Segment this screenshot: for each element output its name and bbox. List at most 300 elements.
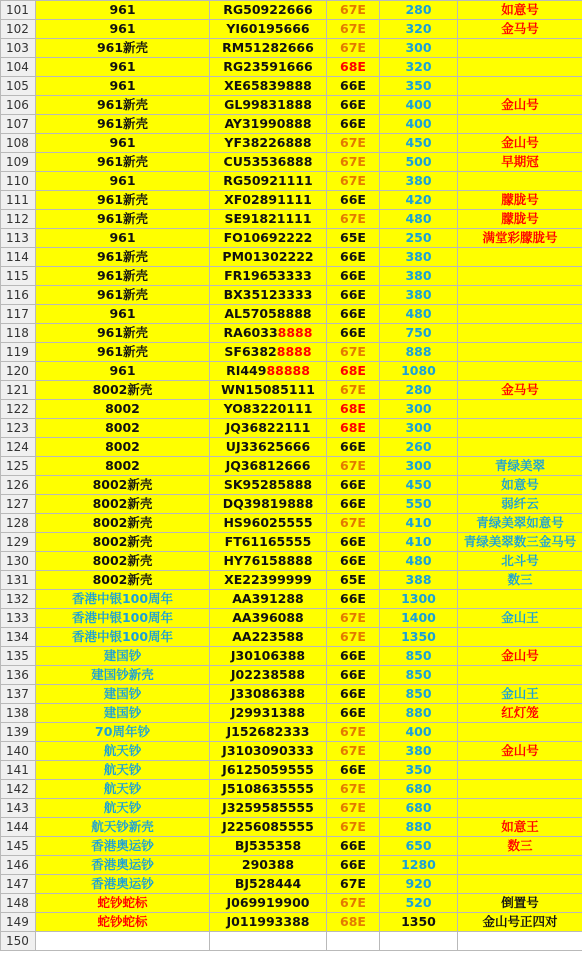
cell-price[interactable] [380, 628, 458, 647]
cell-remark[interactable] [458, 58, 582, 77]
cell-remark[interactable] [458, 77, 582, 96]
cell-note-type[interactable] [36, 799, 210, 818]
cell-price[interactable] [380, 780, 458, 799]
cell-remark[interactable] [458, 818, 582, 837]
cell-grade[interactable] [327, 780, 380, 799]
cell-remark[interactable] [458, 837, 582, 856]
cell-grade[interactable] [327, 286, 380, 305]
cell-grade[interactable] [327, 894, 380, 913]
cell-grade[interactable] [327, 761, 380, 780]
cell-remark[interactable] [458, 913, 582, 932]
cell-remark[interactable] [458, 685, 582, 704]
cell-serial-number[interactable] [210, 647, 327, 666]
cell-grade[interactable] [327, 305, 380, 324]
cell-remark[interactable] [458, 609, 582, 628]
cell-grade[interactable] [327, 723, 380, 742]
row-number-header[interactable]: 149 [1, 913, 36, 932]
cell-serial-number[interactable] [210, 1, 327, 20]
cell-serial-number[interactable] [210, 134, 327, 153]
cell-note-type[interactable] [36, 837, 210, 856]
row-number-header[interactable]: 118 [1, 324, 36, 343]
cell-remark[interactable] [458, 552, 582, 571]
cell-serial-number[interactable] [210, 514, 327, 533]
row-number-header[interactable]: 150 [1, 932, 36, 951]
cell-grade[interactable] [327, 267, 380, 286]
cell-note-type[interactable] [36, 704, 210, 723]
cell-note-type[interactable] [36, 229, 210, 248]
cell-price[interactable] [380, 837, 458, 856]
row-number-header[interactable]: 140 [1, 742, 36, 761]
cell-remark[interactable] [458, 932, 582, 951]
cell-price[interactable] [380, 343, 458, 362]
row-number-header[interactable]: 126 [1, 476, 36, 495]
cell-price[interactable] [380, 685, 458, 704]
cell-note-type[interactable] [36, 628, 210, 647]
cell-serial-number[interactable] [210, 419, 327, 438]
cell-price[interactable] [380, 571, 458, 590]
cell-grade[interactable] [327, 571, 380, 590]
row-number-header[interactable]: 135 [1, 647, 36, 666]
cell-serial-number[interactable] [210, 571, 327, 590]
row-number-header[interactable]: 137 [1, 685, 36, 704]
cell-grade[interactable] [327, 457, 380, 476]
cell-note-type[interactable] [36, 248, 210, 267]
cell-serial-number[interactable] [210, 362, 327, 381]
cell-price[interactable] [380, 818, 458, 837]
cell-note-type[interactable] [36, 932, 210, 951]
cell-remark[interactable] [458, 362, 582, 381]
cell-price[interactable] [380, 20, 458, 39]
row-number-header[interactable]: 114 [1, 248, 36, 267]
cell-remark[interactable] [458, 343, 582, 362]
cell-price[interactable] [380, 324, 458, 343]
row-number-header[interactable]: 101 [1, 1, 36, 20]
cell-price[interactable] [380, 381, 458, 400]
row-number-header[interactable]: 108 [1, 134, 36, 153]
cell-grade[interactable] [327, 191, 380, 210]
cell-note-type[interactable] [36, 210, 210, 229]
cell-price[interactable] [380, 1, 458, 20]
row-number-header[interactable]: 115 [1, 267, 36, 286]
cell-price[interactable] [380, 210, 458, 229]
cell-price[interactable] [380, 134, 458, 153]
cell-price[interactable] [380, 267, 458, 286]
cell-grade[interactable] [327, 856, 380, 875]
cell-serial-number[interactable] [210, 438, 327, 457]
cell-note-type[interactable] [36, 324, 210, 343]
cell-grade[interactable] [327, 77, 380, 96]
cell-note-type[interactable] [36, 381, 210, 400]
row-number-header[interactable]: 148 [1, 894, 36, 913]
cell-note-type[interactable] [36, 286, 210, 305]
cell-remark[interactable] [458, 134, 582, 153]
row-number-header[interactable]: 144 [1, 818, 36, 837]
cell-remark[interactable] [458, 799, 582, 818]
cell-grade[interactable] [327, 20, 380, 39]
row-number-header[interactable]: 103 [1, 39, 36, 58]
cell-note-type[interactable] [36, 685, 210, 704]
cell-remark[interactable] [458, 666, 582, 685]
cell-price[interactable] [380, 77, 458, 96]
cell-price[interactable] [380, 438, 458, 457]
cell-serial-number[interactable] [210, 476, 327, 495]
cell-note-type[interactable] [36, 723, 210, 742]
cell-grade[interactable] [327, 913, 380, 932]
row-number-header[interactable]: 110 [1, 172, 36, 191]
cell-remark[interactable] [458, 457, 582, 476]
cell-price[interactable] [380, 153, 458, 172]
cell-note-type[interactable] [36, 533, 210, 552]
cell-remark[interactable] [458, 248, 582, 267]
cell-serial-number[interactable] [210, 837, 327, 856]
row-number-header[interactable]: 131 [1, 571, 36, 590]
cell-price[interactable] [380, 457, 458, 476]
cell-grade[interactable] [327, 799, 380, 818]
cell-price[interactable] [380, 115, 458, 134]
cell-remark[interactable] [458, 96, 582, 115]
row-number-header[interactable]: 134 [1, 628, 36, 647]
cell-note-type[interactable] [36, 77, 210, 96]
cell-price[interactable] [380, 96, 458, 115]
cell-grade[interactable] [327, 552, 380, 571]
cell-note-type[interactable] [36, 552, 210, 571]
cell-serial-number[interactable] [210, 666, 327, 685]
cell-note-type[interactable] [36, 761, 210, 780]
cell-remark[interactable] [458, 514, 582, 533]
cell-price[interactable] [380, 932, 458, 951]
cell-price[interactable] [380, 666, 458, 685]
cell-price[interactable] [380, 856, 458, 875]
cell-serial-number[interactable] [210, 685, 327, 704]
cell-serial-number[interactable] [210, 495, 327, 514]
cell-serial-number[interactable] [210, 381, 327, 400]
cell-serial-number[interactable] [210, 609, 327, 628]
cell-remark[interactable] [458, 628, 582, 647]
cell-price[interactable] [380, 875, 458, 894]
cell-serial-number[interactable] [210, 590, 327, 609]
cell-remark[interactable] [458, 267, 582, 286]
cell-serial-number[interactable] [210, 913, 327, 932]
row-number-header[interactable]: 116 [1, 286, 36, 305]
cell-serial-number[interactable] [210, 286, 327, 305]
cell-note-type[interactable] [36, 191, 210, 210]
cell-price[interactable] [380, 761, 458, 780]
cell-note-type[interactable] [36, 457, 210, 476]
row-number-header[interactable]: 127 [1, 495, 36, 514]
cell-grade[interactable] [327, 932, 380, 951]
cell-remark[interactable] [458, 210, 582, 229]
cell-note-type[interactable] [36, 343, 210, 362]
cell-remark[interactable] [458, 229, 582, 248]
cell-grade[interactable] [327, 248, 380, 267]
cell-grade[interactable] [327, 115, 380, 134]
row-number-header[interactable]: 119 [1, 343, 36, 362]
cell-serial-number[interactable] [210, 894, 327, 913]
cell-grade[interactable] [327, 628, 380, 647]
cell-price[interactable] [380, 894, 458, 913]
cell-price[interactable] [380, 419, 458, 438]
cell-price[interactable] [380, 191, 458, 210]
cell-remark[interactable] [458, 438, 582, 457]
cell-serial-number[interactable] [210, 533, 327, 552]
cell-note-type[interactable] [36, 172, 210, 191]
row-number-header[interactable]: 141 [1, 761, 36, 780]
cell-note-type[interactable] [36, 856, 210, 875]
cell-remark[interactable] [458, 761, 582, 780]
cell-serial-number[interactable] [210, 172, 327, 191]
cell-note-type[interactable] [36, 571, 210, 590]
cell-note-type[interactable] [36, 438, 210, 457]
cell-price[interactable] [380, 609, 458, 628]
cell-price[interactable] [380, 476, 458, 495]
row-number-header[interactable]: 121 [1, 381, 36, 400]
cell-price[interactable] [380, 172, 458, 191]
cell-remark[interactable] [458, 115, 582, 134]
cell-remark[interactable] [458, 381, 582, 400]
cell-note-type[interactable] [36, 39, 210, 58]
cell-grade[interactable] [327, 495, 380, 514]
cell-serial-number[interactable] [210, 780, 327, 799]
row-number-header[interactable]: 129 [1, 533, 36, 552]
cell-remark[interactable] [458, 875, 582, 894]
cell-note-type[interactable] [36, 666, 210, 685]
cell-grade[interactable] [327, 666, 380, 685]
cell-price[interactable] [380, 248, 458, 267]
cell-grade[interactable] [327, 362, 380, 381]
cell-note-type[interactable] [36, 495, 210, 514]
row-number-header[interactable]: 112 [1, 210, 36, 229]
cell-remark[interactable] [458, 495, 582, 514]
cell-serial-number[interactable] [210, 153, 327, 172]
cell-grade[interactable] [327, 229, 380, 248]
cell-note-type[interactable] [36, 134, 210, 153]
row-number-header[interactable]: 138 [1, 704, 36, 723]
cell-note-type[interactable] [36, 362, 210, 381]
cell-grade[interactable] [327, 438, 380, 457]
cell-serial-number[interactable] [210, 96, 327, 115]
cell-remark[interactable] [458, 324, 582, 343]
cell-note-type[interactable] [36, 1, 210, 20]
cell-serial-number[interactable] [210, 267, 327, 286]
row-number-header[interactable]: 128 [1, 514, 36, 533]
cell-grade[interactable] [327, 742, 380, 761]
cell-note-type[interactable] [36, 476, 210, 495]
cell-price[interactable] [380, 514, 458, 533]
row-number-header[interactable]: 120 [1, 362, 36, 381]
cell-note-type[interactable] [36, 590, 210, 609]
row-number-header[interactable]: 147 [1, 875, 36, 894]
cell-grade[interactable] [327, 647, 380, 666]
cell-serial-number[interactable] [210, 742, 327, 761]
cell-remark[interactable] [458, 704, 582, 723]
cell-grade[interactable] [327, 58, 380, 77]
cell-remark[interactable] [458, 533, 582, 552]
cell-serial-number[interactable] [210, 856, 327, 875]
row-number-header[interactable]: 123 [1, 419, 36, 438]
cell-note-type[interactable] [36, 742, 210, 761]
row-number-header[interactable]: 113 [1, 229, 36, 248]
row-number-header[interactable]: 106 [1, 96, 36, 115]
cell-remark[interactable] [458, 590, 582, 609]
cell-price[interactable] [380, 400, 458, 419]
row-number-header[interactable]: 136 [1, 666, 36, 685]
cell-serial-number[interactable] [210, 324, 327, 343]
row-number-header[interactable]: 125 [1, 457, 36, 476]
cell-note-type[interactable] [36, 514, 210, 533]
cell-price[interactable] [380, 590, 458, 609]
cell-grade[interactable] [327, 609, 380, 628]
cell-serial-number[interactable] [210, 248, 327, 267]
row-number-header[interactable]: 130 [1, 552, 36, 571]
row-number-header[interactable]: 111 [1, 191, 36, 210]
cell-note-type[interactable] [36, 20, 210, 39]
cell-serial-number[interactable] [210, 115, 327, 134]
row-number-header[interactable]: 146 [1, 856, 36, 875]
cell-serial-number[interactable] [210, 875, 327, 894]
cell-grade[interactable] [327, 343, 380, 362]
cell-serial-number[interactable] [210, 58, 327, 77]
row-number-header[interactable]: 124 [1, 438, 36, 457]
cell-serial-number[interactable] [210, 400, 327, 419]
cell-grade[interactable] [327, 381, 380, 400]
cell-serial-number[interactable] [210, 39, 327, 58]
cell-note-type[interactable] [36, 780, 210, 799]
cell-grade[interactable] [327, 590, 380, 609]
row-number-header[interactable]: 102 [1, 20, 36, 39]
cell-remark[interactable] [458, 286, 582, 305]
cell-price[interactable] [380, 647, 458, 666]
row-number-header[interactable]: 109 [1, 153, 36, 172]
row-number-header[interactable]: 107 [1, 115, 36, 134]
cell-grade[interactable] [327, 704, 380, 723]
cell-remark[interactable] [458, 894, 582, 913]
cell-price[interactable] [380, 723, 458, 742]
cell-grade[interactable] [327, 172, 380, 191]
cell-price[interactable] [380, 495, 458, 514]
cell-note-type[interactable] [36, 96, 210, 115]
cell-remark[interactable] [458, 20, 582, 39]
cell-remark[interactable] [458, 476, 582, 495]
cell-grade[interactable] [327, 419, 380, 438]
cell-grade[interactable] [327, 1, 380, 20]
cell-note-type[interactable] [36, 894, 210, 913]
cell-price[interactable] [380, 362, 458, 381]
cell-serial-number[interactable] [210, 704, 327, 723]
cell-remark[interactable] [458, 419, 582, 438]
cell-grade[interactable] [327, 685, 380, 704]
cell-note-type[interactable] [36, 419, 210, 438]
cell-grade[interactable] [327, 514, 380, 533]
cell-note-type[interactable] [36, 875, 210, 894]
cell-serial-number[interactable] [210, 818, 327, 837]
row-number-header[interactable]: 143 [1, 799, 36, 818]
cell-remark[interactable] [458, 305, 582, 324]
cell-grade[interactable] [327, 837, 380, 856]
cell-note-type[interactable] [36, 818, 210, 837]
cell-remark[interactable] [458, 571, 582, 590]
row-number-header[interactable]: 133 [1, 609, 36, 628]
cell-serial-number[interactable] [210, 20, 327, 39]
cell-note-type[interactable] [36, 58, 210, 77]
cell-price[interactable] [380, 229, 458, 248]
cell-price[interactable] [380, 39, 458, 58]
cell-note-type[interactable] [36, 609, 210, 628]
row-number-header[interactable]: 139 [1, 723, 36, 742]
cell-remark[interactable] [458, 723, 582, 742]
cell-remark[interactable] [458, 153, 582, 172]
cell-price[interactable] [380, 704, 458, 723]
cell-serial-number[interactable] [210, 457, 327, 476]
cell-grade[interactable] [327, 39, 380, 58]
cell-note-type[interactable] [36, 913, 210, 932]
cell-remark[interactable] [458, 172, 582, 191]
cell-remark[interactable] [458, 742, 582, 761]
cell-price[interactable] [380, 286, 458, 305]
cell-note-type[interactable] [36, 400, 210, 419]
cell-grade[interactable] [327, 324, 380, 343]
cell-serial-number[interactable] [210, 799, 327, 818]
cell-serial-number[interactable] [210, 552, 327, 571]
cell-note-type[interactable] [36, 153, 210, 172]
cell-serial-number[interactable] [210, 761, 327, 780]
cell-price[interactable] [380, 742, 458, 761]
row-number-header[interactable]: 145 [1, 837, 36, 856]
cell-grade[interactable] [327, 400, 380, 419]
row-number-header[interactable]: 132 [1, 590, 36, 609]
cell-grade[interactable] [327, 134, 380, 153]
cell-serial-number[interactable] [210, 932, 327, 951]
cell-serial-number[interactable] [210, 723, 327, 742]
cell-serial-number[interactable] [210, 628, 327, 647]
cell-note-type[interactable] [36, 115, 210, 134]
cell-serial-number[interactable] [210, 210, 327, 229]
cell-grade[interactable] [327, 818, 380, 837]
cell-remark[interactable] [458, 780, 582, 799]
cell-remark[interactable] [458, 1, 582, 20]
cell-serial-number[interactable] [210, 77, 327, 96]
cell-remark[interactable] [458, 191, 582, 210]
cell-grade[interactable] [327, 96, 380, 115]
row-number-header[interactable]: 117 [1, 305, 36, 324]
cell-note-type[interactable] [36, 305, 210, 324]
cell-serial-number[interactable] [210, 191, 327, 210]
cell-grade[interactable] [327, 476, 380, 495]
cell-note-type[interactable] [36, 647, 210, 666]
cell-remark[interactable] [458, 400, 582, 419]
cell-serial-number[interactable] [210, 305, 327, 324]
cell-serial-number[interactable] [210, 343, 327, 362]
cell-grade[interactable] [327, 210, 380, 229]
cell-price[interactable] [380, 913, 458, 932]
cell-price[interactable] [380, 533, 458, 552]
cell-price[interactable] [380, 305, 458, 324]
cell-serial-number[interactable] [210, 229, 327, 248]
row-number-header[interactable]: 122 [1, 400, 36, 419]
cell-grade[interactable] [327, 533, 380, 552]
cell-grade[interactable] [327, 153, 380, 172]
cell-price[interactable] [380, 58, 458, 77]
cell-price[interactable] [380, 552, 458, 571]
cell-remark[interactable] [458, 39, 582, 58]
cell-price[interactable] [380, 799, 458, 818]
cell-grade[interactable] [327, 875, 380, 894]
cell-note-type[interactable] [36, 267, 210, 286]
row-number-header[interactable]: 142 [1, 780, 36, 799]
cell-remark[interactable] [458, 856, 582, 875]
cell-remark[interactable] [458, 647, 582, 666]
row-number-header[interactable]: 104 [1, 58, 36, 77]
row-number-header[interactable]: 105 [1, 77, 36, 96]
